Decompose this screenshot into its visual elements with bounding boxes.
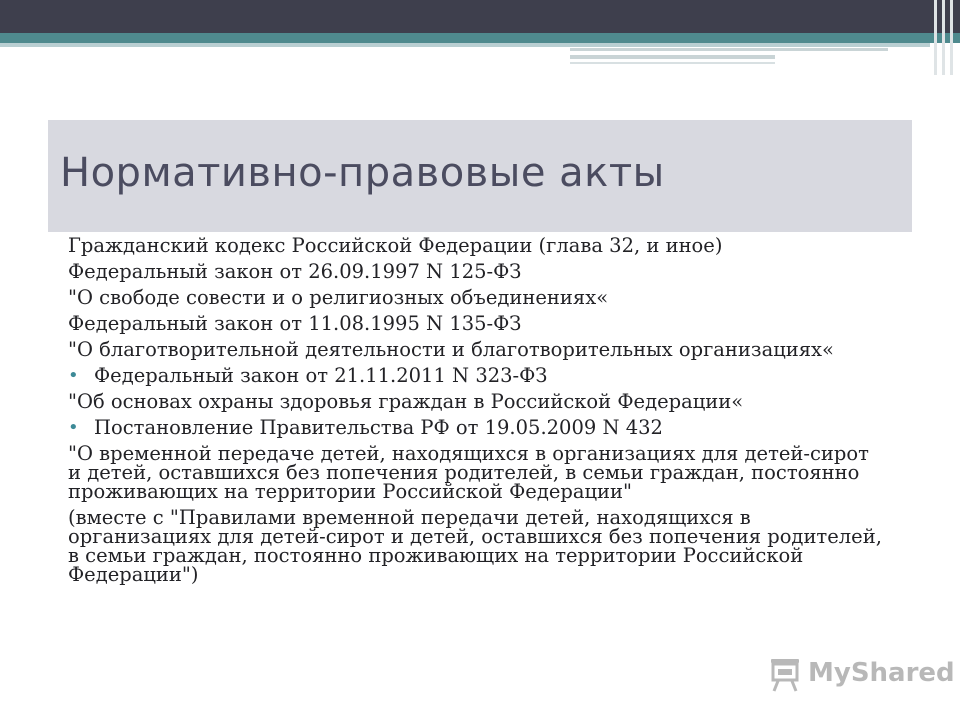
list-item: Гражданский кодекс Российской Федерации (глава 32, и иное) <box>68 234 723 257</box>
watermark-text: MyShared <box>808 658 955 688</box>
list-item: "О временной передаче детей, находящихся в организациях для детей-сирот и детей, оставшихся без попечения родителей, в семьи граждан, постоянно проживающих на территории Российской Федерации" <box>68 442 869 503</box>
top-bar <box>0 0 960 33</box>
list-item: Федеральный закон от 11.08.1995 N 135-ФЗ <box>68 312 522 335</box>
list-item-bulleted <box>68 366 888 385</box>
list-item: "О благотворительной деятельности и благотворительных организациях« <box>68 338 834 361</box>
list-item: Федеральный закон от 26.09.1997 N 125-ФЗ <box>68 260 522 283</box>
list-item: (вместе с "Правилами временной передачи детей, находящихся в организациях для детей-сирот и детей, оставшихся без попечения родителей, в семьи граждан, постоянно проживающих на территории Российской Федерации") <box>68 506 882 586</box>
decor-edge <box>930 0 960 75</box>
decor-line <box>570 55 775 59</box>
top-accent-band <box>0 33 960 43</box>
list-item-text: Постановление Правительства РФ от 19.05.2009 N 432 <box>94 416 663 439</box>
title-box <box>48 120 912 232</box>
top-accent-line <box>0 43 930 47</box>
presentation-icon <box>768 657 802 693</box>
decor-line <box>570 48 888 51</box>
list-item-text: Федеральный закон от 21.11.2011 N 323-ФЗ <box>94 364 548 387</box>
page-title: Нормативно-правовые акты <box>60 150 665 196</box>
bullet-icon: • <box>68 365 79 386</box>
watermark-logo <box>768 655 955 695</box>
decor-line <box>570 62 775 64</box>
bullet-icon: • <box>68 417 79 438</box>
list-item: "Об основах охраны здоровья граждан в Российской Федерации« <box>68 390 744 413</box>
content-list <box>68 236 888 591</box>
list-item: "О свободе совести и о религиозных объединениях« <box>68 286 609 309</box>
list-item-bulleted <box>68 418 888 437</box>
